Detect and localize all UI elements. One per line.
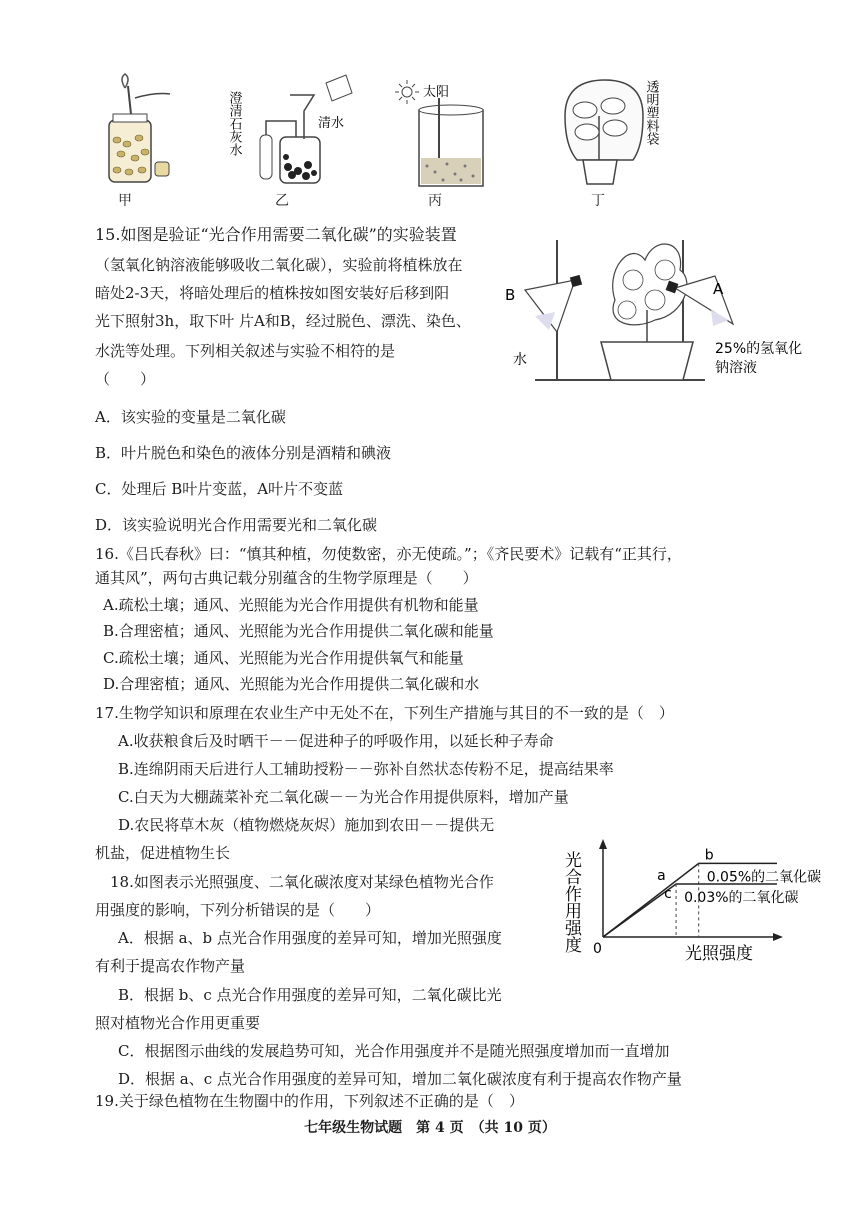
q17-option-d: D.农民将草木灰（植物燃烧灰烬）施加到农田－－提供无 <box>118 816 495 834</box>
apparatus-jia <box>95 78 185 190</box>
q18-option-a-2: 有利于提高农作物产量 <box>95 957 246 975</box>
q15-line-1: 15.如图是验证“光合作用需要二氧化碳”的实验装置 <box>95 225 457 244</box>
label-sun: 太阳 <box>423 85 450 100</box>
point-label-c: c <box>664 886 672 903</box>
label-water-q15: 水 <box>513 352 527 368</box>
q19-stem: 19.关于绿色植物在生物圈中的作用，下列叙述不正确的是（ ） <box>95 1092 524 1110</box>
page-footer: 七年级生物试题 第 4 页 （共 10 页） <box>304 1120 556 1136</box>
q18-line-1: 18.如图表示光照强度、二氧化碳浓度对某绿色植物光合作 <box>110 873 494 891</box>
q18-option-b-2: 照对植物光合作用更重要 <box>95 1014 261 1032</box>
q15-line-3: 暗处2-3天，将暗处理后的植株按如图安装好后移到阳 <box>95 284 450 302</box>
point-label-b: b <box>704 847 714 864</box>
label-water-yi: 清水 <box>318 116 345 131</box>
q15-option-a: A．该实验的变量是二氧化碳 <box>95 408 286 426</box>
chart-origin-label: 0 <box>593 941 602 957</box>
q17-option-b: B.连绵阴雨天后进行人工辅助授粉－－弥补自然状态传粉不足，提高结果率 <box>118 760 614 778</box>
q15-option-c: C．处理后 B叶片变蓝，A叶片不变蓝 <box>95 480 344 498</box>
apparatus-yi <box>228 75 358 190</box>
q16-line-1: 16.《吕氏春秋》曰：“慎其种植，勿使数密，亦无使疏。”；《齐民要术》记载有“正其行， <box>95 545 682 563</box>
caption-ding: 丁 <box>591 193 605 209</box>
q17-option-d-cont: 机盐，促进植物生长 <box>95 844 231 862</box>
q16-option-a: A.疏松土壤；通风、光照能为光合作用提供有机物和能量 <box>103 596 479 614</box>
q18-option-b-1: B．根据 b、c 点光合作用强度的差异可知，二氧化碳比光 <box>118 986 502 1004</box>
label-bag: 透明塑料袋 <box>643 80 659 145</box>
q17-option-c: C.白天为大棚蔬菜补充二氧化碳－－为光合作用提供原料，增加产量 <box>118 788 569 806</box>
q17-stem: 17.生物学知识和原理在农业生产中无处不在，下列生产措施与其目的不一致的是（ ） <box>95 704 674 722</box>
chart-xlabel: 光照强度 <box>685 944 753 964</box>
series-label-1: 0.03%的二氧化碳 <box>684 890 799 907</box>
q15-option-b: B．叶片脱色和染色的液体分别是酒精和碘液 <box>95 444 392 462</box>
q16-line-2: 通其风”，两句古典记载分别蕴含的生物学原理是（ ） <box>95 569 478 587</box>
point-label-a: a <box>657 868 666 885</box>
q18-line-2: 用强度的影响，下列分析错误的是（ ） <box>95 901 381 919</box>
chart-ylabel: 光合作用强度 <box>561 851 581 953</box>
series-label-0: 0.05%的二氧化碳 <box>706 869 822 886</box>
q17-option-a: A.收获粮食后及时晒干－－促进种子的呼吸作用，以延长种子寿命 <box>118 732 554 750</box>
caption-yi: 乙 <box>275 193 289 209</box>
chart-x-arrow <box>773 933 783 941</box>
q15-line-5: 水洗等处理。下列相关叙述与实验不相符的是 <box>95 342 396 360</box>
q18-option-a-1: A．根据 a、b 点光合作用强度的差异可知，增加光照强度 <box>118 929 502 947</box>
caption-bing: 丙 <box>428 193 442 209</box>
q18-chart <box>561 835 822 977</box>
apparatus-ding <box>555 76 665 190</box>
caption-jia: 甲 <box>118 193 132 209</box>
label-limewater: 澄清石灰水 <box>226 91 242 156</box>
q15-line-6: （ ） <box>95 370 156 388</box>
q15-line-2: （氢氧化钠溶液能够吸收二氧化碳），实验前将植株放在 <box>95 256 463 274</box>
q18-option-c: C．根据图示曲线的发展趋势可知，光合作用强度并不是随光照强度增加而一直增加 <box>118 1042 670 1060</box>
q16-option-c: C.疏松土壤；通风、光照能为光合作用提供氧气和能量 <box>103 649 464 667</box>
q16-option-d: D.合理密植；通风、光照能为光合作用提供二氧化碳和水 <box>103 675 480 693</box>
q15-line-4: 光下照射3h，取下叶 片A和B，经过脱色、漂洗、染色、 <box>95 312 471 330</box>
q15-figure <box>505 230 825 390</box>
chart-y-arrow <box>599 839 607 849</box>
label-leaf-a: A <box>713 280 724 298</box>
label-naoh-2: 钠溶液 <box>715 360 757 376</box>
apparatus-bing <box>395 76 505 190</box>
q16-option-b: B.合理密植；通风、光照能为光合作用提供二氧化碳和能量 <box>103 622 494 640</box>
label-leaf-b: B <box>505 286 516 304</box>
label-naoh-1: 25%的氢氧化 <box>715 341 803 357</box>
q18-option-d: D．根据 a、c 点光合作用强度的差异可知，增加二氧化碳浓度有利于提高农作物产量 <box>118 1070 682 1088</box>
q15-option-d: D．该实验说明光合作用需要光和二氧化碳 <box>95 516 378 534</box>
